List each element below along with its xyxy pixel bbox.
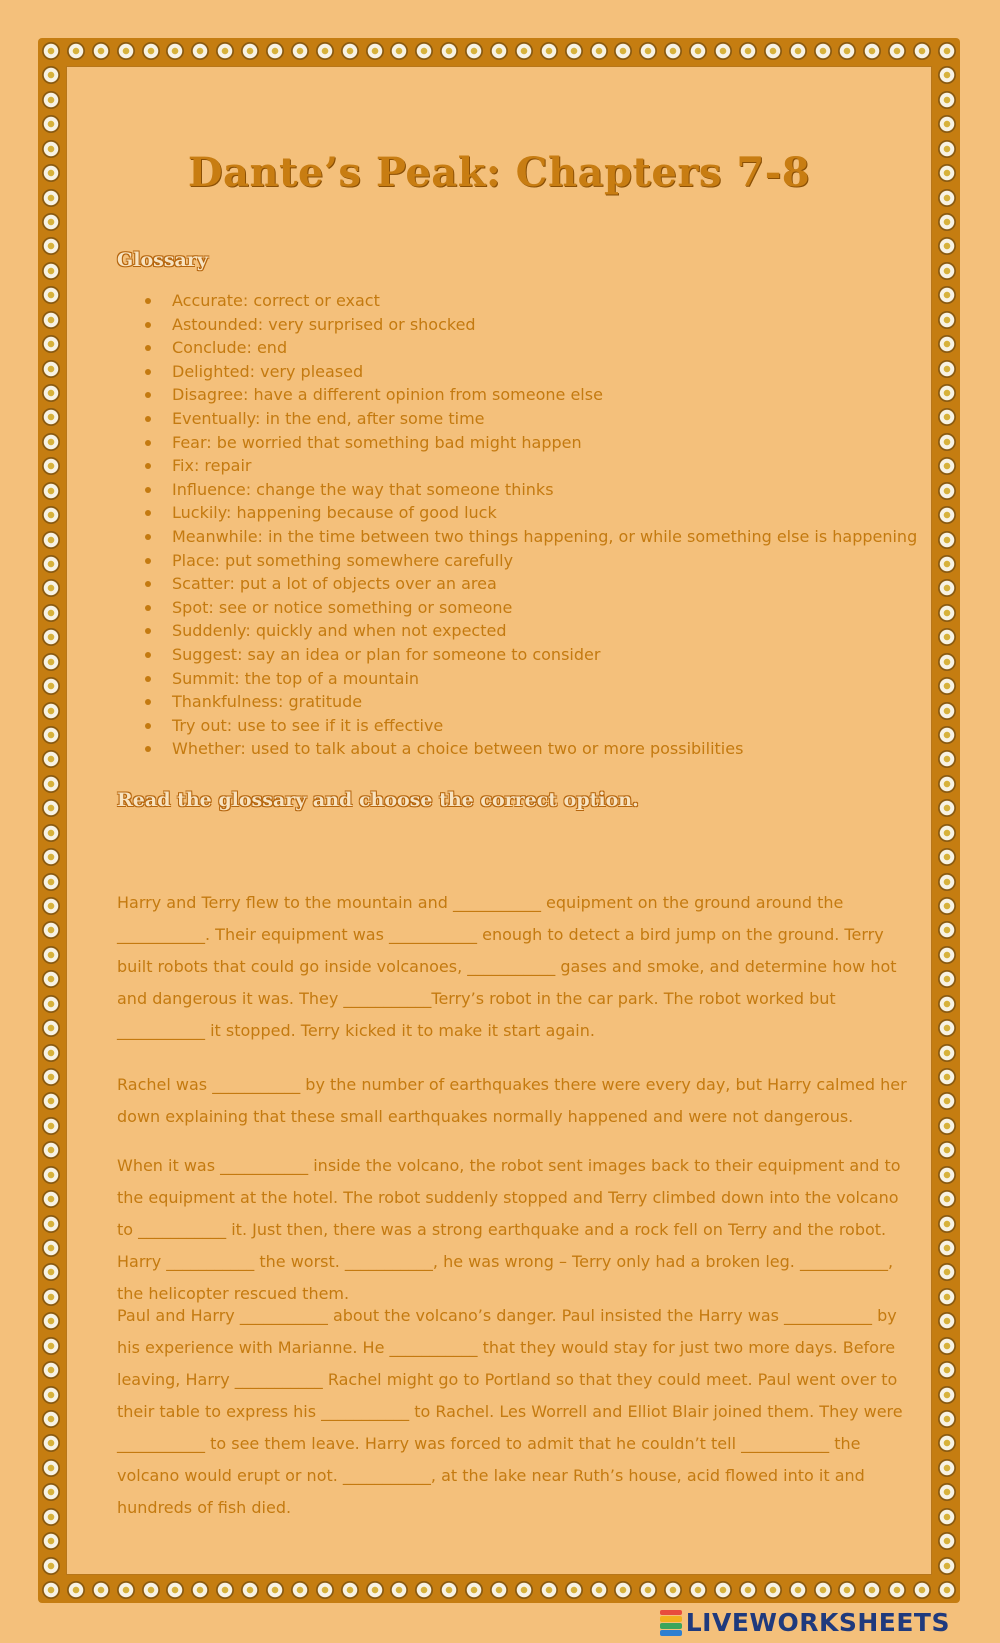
flower-icon (937, 1482, 957, 1502)
flower-icon (41, 652, 61, 672)
flower-icon (41, 1214, 61, 1234)
flower-icon (41, 969, 61, 989)
flower-icon (937, 90, 957, 110)
flower-icon (937, 1556, 957, 1576)
flower-icon (788, 41, 808, 61)
glossary-item: Thankfulness: gratitude (142, 690, 922, 714)
glossary-item: Luckily: happening because of good luck (142, 501, 922, 525)
flower-icon (66, 41, 86, 61)
flower-icon (937, 1018, 957, 1038)
glossary-item: Eventually: in the end, after some time (142, 407, 922, 431)
flower-icon (41, 1116, 61, 1136)
flower-icon (41, 163, 61, 183)
glossary-item: Astounded: very surprised or shocked (142, 313, 922, 337)
glossary-list (142, 289, 922, 761)
flower-icon (937, 1580, 957, 1600)
flower-icon (937, 1433, 957, 1453)
flower-icon (937, 945, 957, 965)
flower-icon (738, 1580, 758, 1600)
flower-icon (41, 65, 61, 85)
flower-icon (937, 1336, 957, 1356)
flower-icon (365, 1580, 385, 1600)
flower-icon (365, 41, 385, 61)
flower-icon (41, 41, 61, 61)
glossary-item: Spot: see or notice something or someone (142, 596, 922, 620)
flower-icon (937, 1043, 957, 1063)
flower-icon (937, 725, 957, 745)
exercise-paragraph-3: When it was ___________ inside the volcano, the robot sent images back to their equipment and to the equipment at the hotel. The robot suddenly stopped and Terry climbed down into the volcano to ___________ it. Just then, there was a strong earthquake and a rock fell on Terry and the robot. Harry ___________ the worst. ___________, he was wrong – Terry only had a broken leg. ___________, the helicopter rescued them. (117, 1156, 901, 1303)
flower-icon (41, 725, 61, 745)
glossary-item: Delighted: very pleased (142, 360, 922, 384)
title-block (67, 149, 931, 196)
flower-icon (389, 1580, 409, 1600)
flower-icon (837, 41, 857, 61)
flower-icon (937, 530, 957, 550)
page-title: Dante’s Peak: Chapters 7-8 (187, 149, 811, 196)
flower-icon (41, 359, 61, 379)
flower-icon (663, 1580, 683, 1600)
flower-icon (190, 1580, 210, 1600)
flower-icon (41, 676, 61, 696)
flower-icon (439, 41, 459, 61)
flower-icon (41, 627, 61, 647)
flower-icon (937, 505, 957, 525)
flower-icon (265, 41, 285, 61)
flower-icon (41, 114, 61, 134)
flower-icon (41, 847, 61, 867)
flower-icon (937, 334, 957, 354)
flower-icon (638, 1580, 658, 1600)
flower-icon (340, 41, 360, 61)
flower-icon (937, 1067, 957, 1087)
flower-icon (240, 41, 260, 61)
glossary-item: Place: put something somewhere carefully (142, 549, 922, 573)
flower-icon (41, 1091, 61, 1111)
flower-icon (41, 896, 61, 916)
flower-icon (937, 896, 957, 916)
liveworksheets-logo-icon (660, 1610, 682, 1636)
flower-icon (937, 554, 957, 574)
flower-icon (937, 1458, 957, 1478)
flower-icon (66, 1580, 86, 1600)
flower-icon (937, 188, 957, 208)
flower-icon (41, 1262, 61, 1282)
flower-icon (41, 530, 61, 550)
flower-icon (937, 432, 957, 452)
flower-icon (116, 1580, 136, 1600)
exercise-paragraph-4: Paul and Harry ___________ about the volcano’s danger. Paul insisted the Harry was ___________ by his experience with Marianne. He ___________ that they would stay for just two more days. Before leaving, Harry ___________ Rachel might go to Portland so that they could meet. Paul went over to their table to express his ___________ to Rachel. Les Worrell and Elliot Blair joined them. They were ___________ to see them leave. Harry was forced to admit that he couldn’t tell ___________ the volcano would erupt or not. ___________, at the lake near Ruth’s house, acid flowed into it and hundreds of fish died. (117, 1306, 903, 1517)
flower-icon (937, 603, 957, 623)
flower-icon (41, 774, 61, 794)
flower-icon (41, 1507, 61, 1527)
flower-icon (937, 65, 957, 85)
flower-icon (937, 1409, 957, 1429)
flower-icon (41, 456, 61, 476)
flower-icon (937, 481, 957, 501)
flower-icon (489, 41, 509, 61)
flower-icon (41, 139, 61, 159)
flower-icon (41, 188, 61, 208)
flower-icon (414, 1580, 434, 1600)
flower-icon (663, 41, 683, 61)
flower-icon (937, 1140, 957, 1160)
flower-icon (564, 41, 584, 61)
flower-icon (937, 114, 957, 134)
flower-icon (464, 1580, 484, 1600)
flower-icon (937, 261, 957, 281)
flower-icon (91, 41, 111, 61)
flower-icon (41, 1336, 61, 1356)
flower-icon (937, 749, 957, 769)
flower-icon (937, 236, 957, 256)
flower-icon (937, 994, 957, 1014)
flower-icon (41, 1140, 61, 1160)
flower-icon (539, 41, 559, 61)
flower-icon (41, 90, 61, 110)
flower-icon (837, 1580, 857, 1600)
flower-icon (41, 920, 61, 940)
flower-icon (41, 1189, 61, 1209)
flower-icon (41, 603, 61, 623)
flower-icon (937, 1385, 957, 1405)
flower-icon (862, 1580, 882, 1600)
flower-icon (41, 481, 61, 501)
flower-icon (41, 1433, 61, 1453)
glossary-item: Conclude: end (142, 336, 922, 360)
flower-icon (937, 872, 957, 892)
exercise-paragraph-1: Harry and Terry flew to the mountain and ___________ equipment on the ground around the ___________. Their equipment was ___________ enough to detect a bird jump on the ground. Terry built robots that could go inside volcanoes, ___________ gases and smoke, and determine how hot and dangerous it was. They ___________Terry’s robot in the car park. The robot worked but ___________ it stopped. Terry kicked it to make it start again. (117, 893, 897, 1040)
glossary-item: Suggest: say an idea or plan for someone to consider (142, 643, 922, 667)
glossary-item: Fear: be worried that something bad might happen (142, 431, 922, 455)
flower-icon (41, 1018, 61, 1038)
flower-icon (41, 1580, 61, 1600)
flower-icon (41, 1165, 61, 1185)
glossary-heading: Glossary (117, 249, 208, 271)
flower-icon (414, 41, 434, 61)
flower-icon (41, 1067, 61, 1087)
flower-icon (912, 41, 932, 61)
flower-icon (464, 41, 484, 61)
flower-icon (937, 578, 957, 598)
flower-icon (91, 1580, 111, 1600)
flower-icon (116, 41, 136, 61)
flower-icon (240, 1580, 260, 1600)
flower-icon (713, 41, 733, 61)
flower-icon (389, 41, 409, 61)
flower-icon (937, 1165, 957, 1185)
flower-icon (763, 41, 783, 61)
flower-icon (41, 261, 61, 281)
flower-icon (41, 432, 61, 452)
glossary-item: Summit: the top of a mountain (142, 667, 922, 691)
flower-icon (613, 41, 633, 61)
flower-icon (937, 676, 957, 696)
flower-icon (937, 1311, 957, 1331)
flower-icon (41, 798, 61, 818)
flower-icon (514, 41, 534, 61)
flower-icon (41, 236, 61, 256)
flower-icon (937, 285, 957, 305)
flower-icon (887, 1580, 907, 1600)
flower-icon (489, 1580, 509, 1600)
flower-icon (638, 41, 658, 61)
flower-icon (41, 994, 61, 1014)
flower-icon (937, 41, 957, 61)
flower-icon (937, 701, 957, 721)
flower-icon (763, 1580, 783, 1600)
flower-icon (290, 1580, 310, 1600)
flower-icon (41, 749, 61, 769)
flower-icon (887, 41, 907, 61)
flower-icon (937, 1287, 957, 1307)
flower-icon (290, 41, 310, 61)
flower-icon (937, 383, 957, 403)
flower-icon (937, 1214, 957, 1234)
glossary-item: Disagree: have a different opinion from someone else (142, 383, 922, 407)
flower-icon (190, 41, 210, 61)
flower-icon (937, 1360, 957, 1380)
flower-icon (41, 701, 61, 721)
flower-icon (937, 1507, 957, 1527)
flower-icon (215, 1580, 235, 1600)
flower-icon (937, 1091, 957, 1111)
flower-icon (41, 1556, 61, 1576)
flower-icon (315, 1580, 335, 1600)
flower-icon (41, 823, 61, 843)
flower-icon (862, 41, 882, 61)
flower-icon (813, 41, 833, 61)
flower-icon (41, 1482, 61, 1502)
watermark-text: LIVEWORKSHEETS (685, 1608, 950, 1637)
worksheet-content (66, 66, 932, 1575)
flower-icon (564, 1580, 584, 1600)
exercise-paragraph-2: Rachel was ___________ by the number of earthquakes there were every day, but Harry calmed her down explaining that these small earthquakes normally happened and were not dangerous. (117, 1075, 907, 1126)
flower-icon (41, 383, 61, 403)
flower-icon (165, 41, 185, 61)
flower-icon (937, 1531, 957, 1551)
flower-icon (937, 310, 957, 330)
flower-icon (788, 1580, 808, 1600)
flower-icon (41, 1238, 61, 1258)
flower-icon (439, 1580, 459, 1600)
flower-icon (589, 1580, 609, 1600)
glossary-item: Influence: change the way that someone thinks (142, 478, 922, 502)
flower-icon (937, 456, 957, 476)
flower-icon (688, 41, 708, 61)
flower-icon (937, 847, 957, 867)
flower-icon (937, 1238, 957, 1258)
flower-icon (937, 163, 957, 183)
flower-icon (41, 554, 61, 574)
flower-icon (41, 578, 61, 598)
flower-icon (937, 1262, 957, 1282)
flower-icon (41, 1458, 61, 1478)
flower-icon (41, 1531, 61, 1551)
flower-icon (41, 1360, 61, 1380)
flower-icon (937, 774, 957, 794)
flower-icon (41, 1043, 61, 1063)
flower-icon (539, 1580, 559, 1600)
decorative-border (38, 38, 960, 1603)
flower-icon (937, 1116, 957, 1136)
flower-icon (813, 1580, 833, 1600)
flower-icon (41, 1311, 61, 1331)
flower-icon (315, 41, 335, 61)
flower-icon (937, 652, 957, 672)
flower-icon (41, 872, 61, 892)
flower-icon (41, 285, 61, 305)
instruction-heading: Read the glossary and choose the correct option. (117, 789, 639, 811)
glossary-item: Try out: use to see if it is effective (142, 714, 922, 738)
flower-icon (41, 310, 61, 330)
liveworksheets-watermark[interactable] (660, 1608, 950, 1637)
flower-icon (937, 823, 957, 843)
flower-icon (937, 627, 957, 647)
flower-icon (41, 212, 61, 232)
flower-icon (937, 1189, 957, 1209)
glossary-item: Scatter: put a lot of objects over an area (142, 572, 922, 596)
flower-icon (713, 1580, 733, 1600)
flower-icon (937, 969, 957, 989)
flower-icon (141, 41, 161, 61)
glossary-item: Whether: used to talk about a choice between two or more possibilities (142, 737, 922, 761)
flower-icon (41, 505, 61, 525)
flower-icon (738, 41, 758, 61)
flower-icon (912, 1580, 932, 1600)
flower-icon (937, 359, 957, 379)
flower-icon (265, 1580, 285, 1600)
flower-icon (937, 920, 957, 940)
flower-icon (688, 1580, 708, 1600)
flower-icon (340, 1580, 360, 1600)
glossary-item: Accurate: correct or exact (142, 289, 922, 313)
flower-icon (41, 945, 61, 965)
glossary-item: Fix: repair (142, 454, 922, 478)
flower-icon (937, 798, 957, 818)
flower-icon (514, 1580, 534, 1600)
flower-icon (937, 407, 957, 427)
flower-icon (41, 1287, 61, 1307)
flower-icon (141, 1580, 161, 1600)
flower-icon (165, 1580, 185, 1600)
flower-icon (613, 1580, 633, 1600)
flower-icon (41, 1409, 61, 1429)
flower-icon (215, 41, 235, 61)
glossary-item: Meanwhile: in the time between two things happening, or while something else is happening (142, 525, 922, 549)
flower-icon (937, 212, 957, 232)
flower-icon (937, 139, 957, 159)
flower-icon (589, 41, 609, 61)
flower-icon (41, 334, 61, 354)
glossary-item: Suddenly: quickly and when not expected (142, 619, 922, 643)
flower-icon (41, 407, 61, 427)
flower-icon (41, 1385, 61, 1405)
